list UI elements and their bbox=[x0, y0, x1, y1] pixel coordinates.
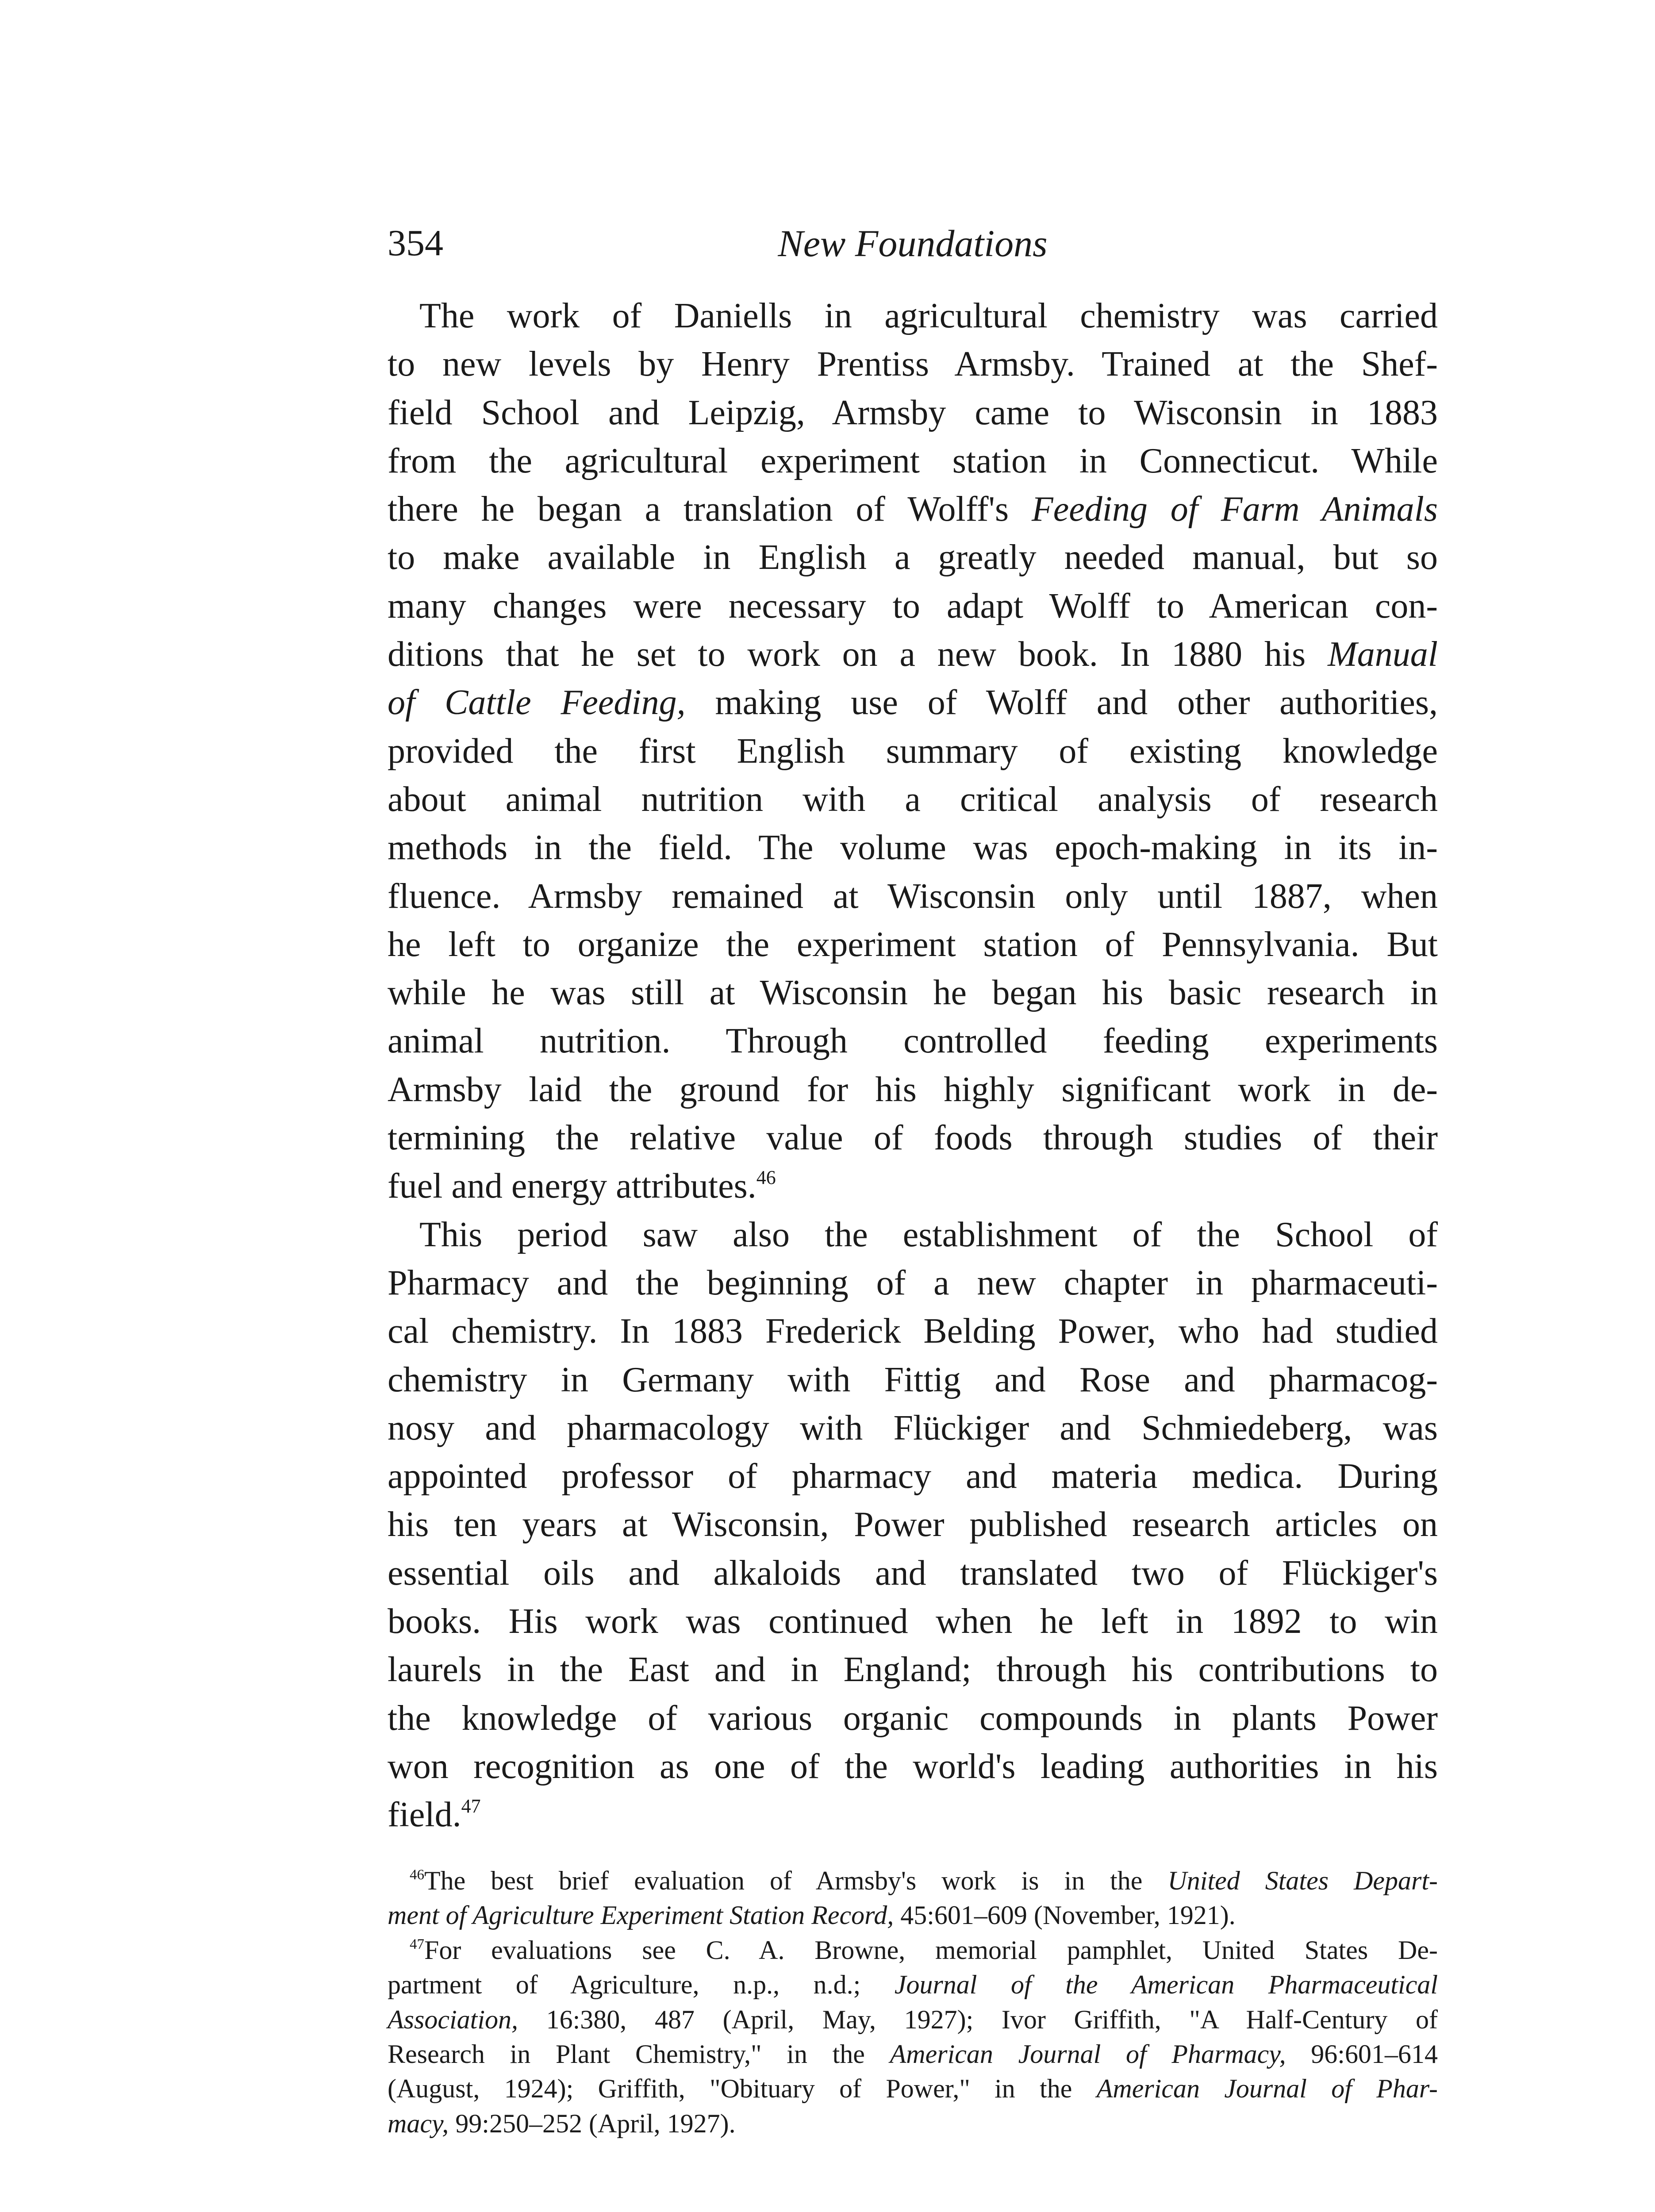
text-span: Armsby laid the ground for his highly significant work in de- bbox=[388, 1070, 1438, 1109]
text-span: field School and Leipzig, Armsby came to Wisconsin in 1883 bbox=[388, 393, 1438, 432]
text-span: ditions that he set to work on a new book. In 1880 his bbox=[388, 635, 1328, 674]
text-span: he left to organize the experiment station of Pennsylvania. But bbox=[388, 925, 1438, 964]
italic-text: Feeding of Farm Animals bbox=[1031, 490, 1438, 529]
text-line bbox=[388, 437, 1438, 485]
text-span: The work of Daniells in agricultural chemistry was carried bbox=[419, 296, 1438, 335]
text-span: laurels in the East and in England; through his contributions to bbox=[388, 1650, 1438, 1690]
text-line bbox=[388, 1211, 1438, 1259]
running-title: New Foundations bbox=[778, 222, 1048, 265]
text-span: there he began a translation of Wolff's bbox=[388, 490, 1032, 529]
text-span: while he was still at Wisconsin he began his basic research in bbox=[388, 973, 1438, 1013]
text-span: Pharmacy and the beginning of a new chapter in pharmaceuti- bbox=[388, 1263, 1438, 1302]
text-span: Research in Plant Chemistry," in the bbox=[388, 2039, 890, 2069]
text-span: partment of Agriculture, n.p., n.d.; bbox=[388, 1970, 895, 2000]
text-line bbox=[388, 389, 1438, 437]
text-line bbox=[388, 872, 1438, 921]
text-span: (August, 1924); Griffith, "Obituary of Power," in the bbox=[388, 2074, 1097, 2104]
text-line bbox=[388, 1404, 1438, 1452]
text-span: provided the first English summary of existing knowledge bbox=[388, 731, 1438, 771]
text-span: books. His work was continued when he left in 1892 to win bbox=[388, 1602, 1438, 1641]
footnote bbox=[388, 1863, 1438, 1933]
text-line bbox=[388, 1646, 1438, 1694]
italic-text: ment of Agriculture Experiment Station Record, bbox=[388, 1901, 894, 1930]
text-span: cal chemistry. In 1883 Frederick Belding Power, who had studied bbox=[388, 1312, 1438, 1351]
footnote-marker: 46 bbox=[410, 1866, 424, 1883]
italic-text: macy, bbox=[388, 2108, 449, 2138]
text-span: The best brief evaluation of Armsby's work is in the bbox=[424, 1866, 1168, 1895]
text-span: termining the relative value of foods through studies of their bbox=[388, 1118, 1438, 1158]
text-line bbox=[388, 1933, 1438, 1967]
text-line bbox=[388, 1066, 1438, 1114]
paragraph bbox=[388, 292, 1438, 1211]
text-line bbox=[388, 2106, 1438, 2141]
text-line bbox=[388, 340, 1438, 388]
main-text bbox=[388, 292, 1438, 1839]
text-line bbox=[388, 776, 1438, 824]
text-span: 45:601–609 (November, 1921). bbox=[894, 1901, 1236, 1930]
text-line bbox=[388, 292, 1438, 340]
text-span: methods in the field. The volume was epoch-making in its in- bbox=[388, 828, 1438, 868]
text-line bbox=[388, 969, 1438, 1017]
text-span: animal nutrition. Through controlled feeding experiments bbox=[388, 1022, 1438, 1061]
text-span: 99:250–252 (April, 1927). bbox=[449, 2108, 736, 2138]
text-line bbox=[388, 1452, 1438, 1501]
text-line bbox=[388, 630, 1438, 679]
text-line bbox=[388, 2071, 1438, 2106]
italic-text: Manual bbox=[1328, 635, 1438, 674]
text-span: For evaluations see C. A. Browne, memorial pamphlet, United States De- bbox=[424, 1935, 1438, 1965]
text-span: 16:380, 487 (April, May, 1927); Ivor Griffith, "A Half-Century of bbox=[518, 2005, 1438, 2034]
text-line bbox=[388, 534, 1438, 582]
page-header bbox=[388, 217, 1438, 270]
text-span: about animal nutrition with a critical analysis of research bbox=[388, 780, 1438, 819]
footnotes bbox=[388, 1863, 1438, 2141]
text-span: 96:601–614 bbox=[1286, 2039, 1438, 2069]
text-line bbox=[388, 1743, 1438, 1791]
footnote-marker: 47 bbox=[461, 1795, 481, 1817]
text-line bbox=[388, 1114, 1438, 1162]
text-span: to new levels by Henry Prentiss Armsby. Trained at the Shef- bbox=[388, 345, 1438, 384]
text-line bbox=[388, 1017, 1438, 1065]
footnote-marker: 47 bbox=[410, 1936, 424, 1952]
italic-text: American Journal of Pharmacy, bbox=[890, 2039, 1286, 2069]
text-span: his ten years at Wisconsin, Power published research articles on bbox=[388, 1505, 1438, 1544]
italic-text: Association, bbox=[388, 2005, 518, 2034]
text-line bbox=[388, 1259, 1438, 1307]
text-line bbox=[388, 1898, 1438, 1932]
text-span: won recognition as one of the world's leading authorities in his bbox=[388, 1747, 1438, 1786]
text-span: fuel and energy attributes. bbox=[388, 1167, 756, 1206]
text-span: This period saw also the establishment of the School of bbox=[419, 1215, 1438, 1254]
text-span: to make available in English a greatly needed manual, but so bbox=[388, 538, 1438, 577]
text-line bbox=[388, 921, 1438, 969]
page-number: 354 bbox=[388, 223, 443, 264]
text-line bbox=[388, 1791, 1438, 1839]
footnote bbox=[388, 1933, 1438, 2141]
text-span: chemistry in Germany with Fittig and Rose and pharmacog- bbox=[388, 1360, 1438, 1399]
text-span: essential oils and alkaloids and translated two of Flückiger's bbox=[388, 1553, 1438, 1593]
text-span: from the agricultural experiment station in Connecticut. While bbox=[388, 441, 1438, 480]
text-line bbox=[388, 1598, 1438, 1646]
text-line bbox=[388, 679, 1438, 727]
text-line bbox=[388, 1307, 1438, 1356]
text-line bbox=[388, 824, 1438, 872]
text-line bbox=[388, 2037, 1438, 2071]
text-span: fluence. Armsby remained at Wisconsin only until 1887, when bbox=[388, 876, 1438, 916]
text-line bbox=[388, 727, 1438, 776]
text-span: the knowledge of various organic compounds in plants Power bbox=[388, 1698, 1438, 1738]
italic-text: United States Depart- bbox=[1167, 1866, 1438, 1895]
text-line bbox=[388, 2002, 1438, 2037]
text-span: field. bbox=[388, 1795, 461, 1835]
paragraph bbox=[388, 1211, 1438, 1839]
text-span: making use of Wolff and other authorities, bbox=[685, 683, 1438, 722]
text-line bbox=[388, 1356, 1438, 1404]
text-line bbox=[388, 1162, 1438, 1210]
text-span: nosy and pharmacology with Flückiger and Schmiedeberg, was bbox=[388, 1408, 1438, 1448]
footnote-marker: 46 bbox=[756, 1167, 776, 1189]
italic-text: Journal of the American Pharmaceutical bbox=[894, 1970, 1438, 2000]
text-line bbox=[388, 485, 1438, 534]
text-span: many changes were necessary to adapt Wolff to American con- bbox=[388, 586, 1438, 626]
italic-text: of Cattle Feeding, bbox=[388, 683, 686, 722]
italic-text: American Journal of Phar- bbox=[1096, 2074, 1438, 2104]
text-line bbox=[388, 1501, 1438, 1549]
text-line bbox=[388, 1967, 1438, 2002]
text-span: appointed professor of pharmacy and materia medica. During bbox=[388, 1457, 1438, 1496]
text-line bbox=[388, 1549, 1438, 1598]
text-line bbox=[388, 1863, 1438, 1898]
text-line bbox=[388, 582, 1438, 630]
text-line bbox=[388, 1694, 1438, 1743]
